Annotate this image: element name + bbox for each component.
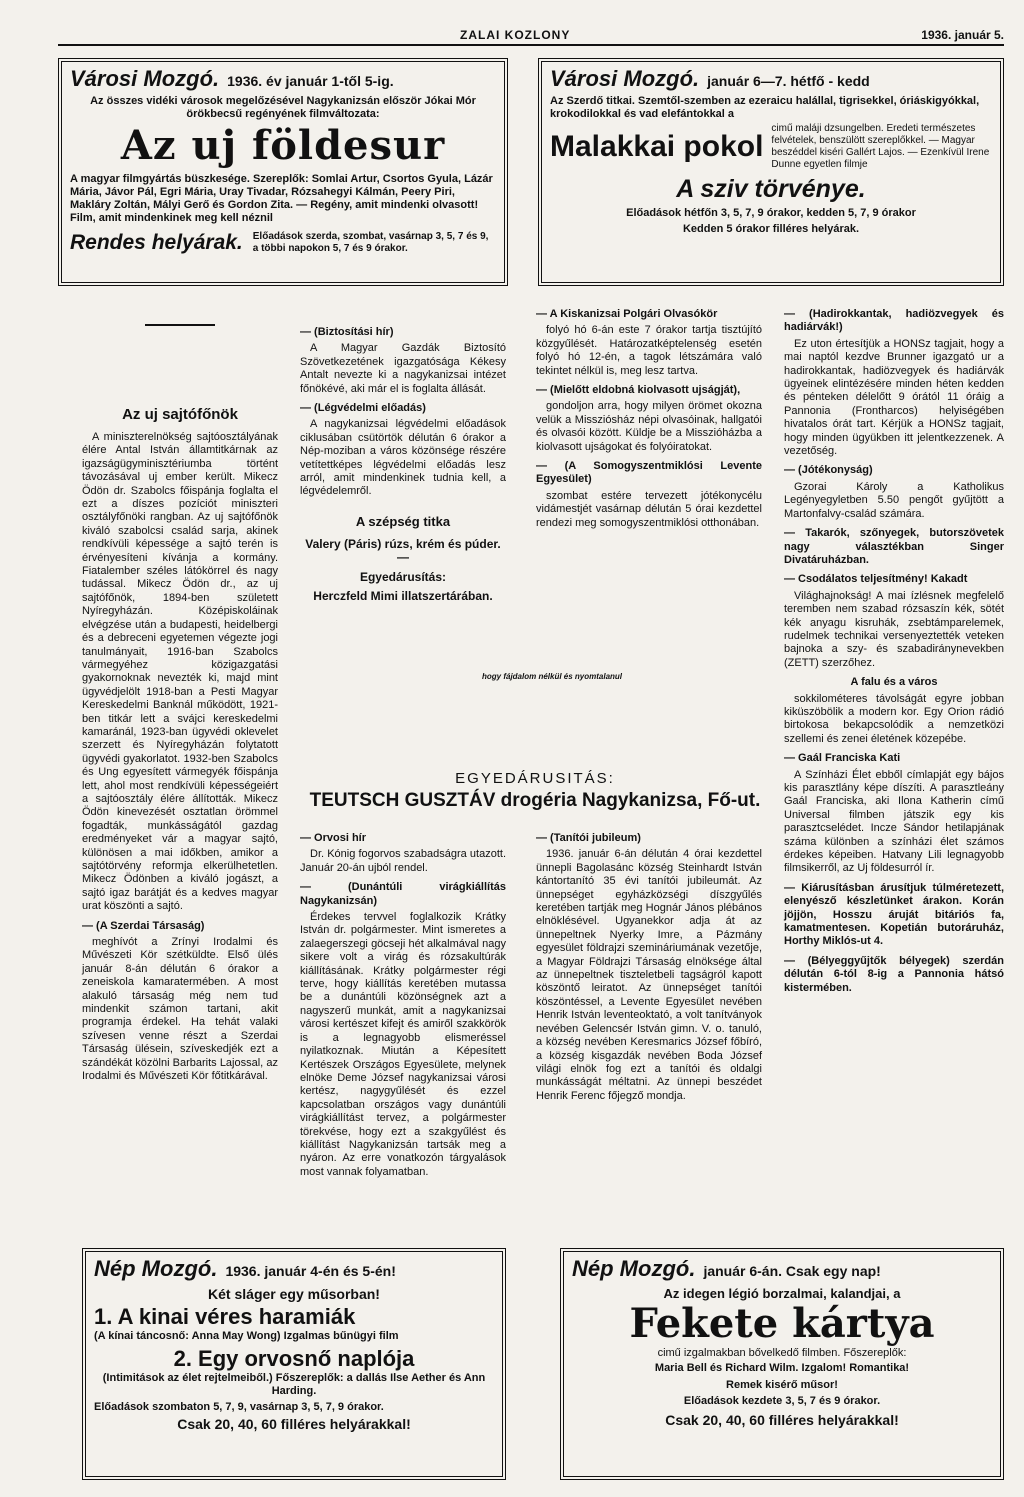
ad-intro: Az Szerdő titkai. Szemtől-szemben az ezeraicu halállal, tigrisekkel, óriáskigyókkal, krokodilokkal és vad elefántokkal a bbox=[550, 95, 980, 120]
column-3-bottom bbox=[536, 826, 762, 1236]
column-1 bbox=[82, 320, 278, 1083]
article-body: A miniszterelnökség sajtóosztályának élére Antal István államtitkárnak az igazságügyminisztériumba történt távozásával uj ember került. Mikecz Ödön dr. Szabolcs főispánja foglalta el ezt a díszes pozíciót miniszteri osztályfőnöki rangban. Az uj sajtófőnök kiváló szabolcsi család sarja, akinek rendkívüli képessége a sajtó terén is érvényesíteni kívánja a kormány. Fiatalember széles látókörrel és nagy tudással. Mikecz Ödön dr., az uj sajtófőnök, 1894-ben született Nyíregyházán. Középiskoláinak elvégzése után a budapesti, heidelbergi és a debreceni egyetemen végezte jogi tanulmányait, 1916-ban Szabolcs vármegyéhez közigazgatási gyakornoknak nevezték ki, majd mint ügyvédjelölt 1918-ban a Pesti Magyar Kereskedelmi Banknál működött, 1921-ben titkár lett a svájci kereskedelmi kamaránál, 1923-ban ügyvédi oklevelet szerzett és Nyíregyházán folytatott ügyvédi gyakorlatot. 1932-ben Szabolcs és Ung egyesített vármegyék főispánja lett, ahol most rendkívüli képességeiért a sajtóosztály élére állították. Mikecz Ödön kinevezését osztatlan örömmel fogadták, munkásságától gazdag eredményeket vár a magyar sajtó, különösen a mai időkben, amikor a sajtótörvény reformja elkerülhetetlen. Mikecz Ödönben a kiváló jogászt, a sajtó igaz barátját és a kedves magyar urat köszönti a sajtó. bbox=[82, 431, 278, 913]
ad-film-note: (A kínai táncosnő: Anna May Wong) Izgalmas bűnügyi film bbox=[94, 1330, 399, 1342]
ad-exclusive-name: TEUTSCH GUSZTÁV drogéria Nagykanizsa, Fő-ut. bbox=[309, 790, 761, 811]
article-heading: — (Légvédelmi előadás) bbox=[300, 402, 426, 415]
article-body: sokkilométeres távolságát egyre jobban kiküszöbölik a modern kor. Egy Orion rádió birtokosa bekapcsolódik a nemzetközi szellemi és zenei életének közepébe. bbox=[784, 692, 1004, 745]
article-body: A Magyar Gazdák Biztosító Szövetkezetének igazgatósága Kékesy Antalt nevezte ki a nagykanizsai intézet főnökévé, aki már el is foglalta állását. bbox=[300, 342, 506, 395]
ad-showtimes: Előadások kezdete 3, 5, 7 és 9 órakor. bbox=[683, 1395, 881, 1407]
column-rule bbox=[145, 324, 215, 326]
article-body: Gzorai Károly a Katholikus Legényegyletben 5.50 pengőt gyűjtött a Martonfalvy-család számára. bbox=[784, 480, 1004, 520]
article-body: Ez uton értesítjük a HONSz tagjait, hogy a mai naptól kezdve Brunner igazgató ur a hadirokkantak, hadiözvegyek és hadiárvák ügyeinek elintézésére minden héten kedden és pénteken délelőtt 9 órától 11 óráig a Pannonia (Frontharcos) helyiségében hivatalos órát tart. Kérjük a HONSz tagjait, hogy minden ügyükben itt jelentkezzenek. A vezetőség. bbox=[784, 337, 1004, 458]
article-heading: — A Kiskanizsai Polgári Olvasókör bbox=[536, 308, 718, 320]
issue-date: 1936. január 5. bbox=[921, 28, 1004, 42]
ad-cast: A magyar filmgyártás büszkesége. Szereplők: Somlai Artur, Csortos Gyula, Lázár Mária, Jávor Pál, Egri Mária, Uray Tivadar, Rózsahegyi Kálmán, Peery Piri, Makláry Zoltán, Mályi Gerő és Gordon Zita. — Regény, amit mindenki olvasott! Film, amit mindenkinek meg kell néznil bbox=[70, 173, 493, 224]
article-heading: — (A Somogyszentmiklósi Levente Egyesület) bbox=[536, 460, 762, 486]
ad-cast: Maria Bell és Richard Wilm. Izgalom! Romantika! bbox=[654, 1362, 910, 1374]
ad-cinema-name: Nép Mozgó. bbox=[572, 1256, 696, 1281]
ad-varosi-mozgo-2 bbox=[538, 58, 1004, 286]
page-header bbox=[60, 28, 1004, 42]
article-title: Az uj sajtófőnök bbox=[122, 406, 238, 423]
ad-intro: Az összes vidéki városok megelőzésével Nagykanizsán először Jókai Mór örökbecsű regényének filmváltozata: bbox=[90, 95, 476, 120]
ad-exclusive-label: EGYEDÁRUSITÁS: bbox=[455, 770, 615, 787]
article-body: 1936. január 6-án délután 4 órai kezdettel ünnepli Bagolasánc község Steinhardt István kántortanító 35 évi tanítói jubileumát. Az ünnepséget egyházközségi díszgyűlés keretében tartják meg Hognár János plébános elnöklésével. Ugyanekkor adja át az ünnepeltnek Nyerky Imre, a Pázmány egyesület földrajzi szemináriumának vezetője, a Magyar Földrajzi Társaság elnöksége által az ünnepeltnek tiszteletbeli tagságról kapott köszöntő leiratot. Az ünnepséget tanítói köszöntéssel, a Levente Egyesület nevében Henrik István leventeoktató, a volt tanítványok nevében Gelencsér István gimn. V. o. tanuló, a község nevében Keresmarics József főbíró, a község kisgazdák nevében Boda József világi elnök fog ezt a tanítói és oldalgi munkásságát méltatni. Az ünnepi beszédet Henrik Ferenc főjegző mondja. bbox=[536, 848, 762, 1102]
article-heading: — (Tanítói jubileum) bbox=[536, 832, 641, 844]
article-heading: — (Hadirokkantak, hadiözvegyek és hadiárvák!) bbox=[784, 308, 1004, 334]
article-body: gondoljon arra, hogy milyen örömet okozna velük a Missziósház népi olvasóinak, hallgatói és olvasói között. Küldje be a Misszióházba a kiolvasott ujságokat és folyóiratokat. bbox=[536, 400, 762, 453]
ad-line: Az idegen légió borzalmai, kalandjai, a bbox=[663, 1286, 901, 1301]
column-2-top bbox=[300, 320, 506, 620]
ad-nep-mozgo-2 bbox=[560, 1248, 1004, 1480]
ad-text: — Kiárusításban árusítjuk túlméretezett, elenyésző készletünket árakon. Korán jöjjön, Hosszu áruját bitáriós fa, kamatmentesen. Kopetián butoráruház, Horthy Miklós-ut 4. bbox=[784, 881, 1004, 948]
ad-dates: 1936. év január 1-től 5-ig. bbox=[227, 73, 394, 89]
article-heading: A falu és a város bbox=[850, 676, 938, 689]
ad-text: — (Bélyeggyűjtők bélyegek) szerdán délután 6-tól 8-ig a Pannonia hátsó kistermében. bbox=[784, 954, 1004, 994]
ad-dates: január 6-án. Csak egy nap! bbox=[703, 1263, 881, 1279]
ad-film-title: Az uj földesur bbox=[120, 122, 446, 169]
ad-cinema-name: Nép Mozgó. bbox=[94, 1256, 218, 1281]
ad-varosi-mozgo-1 bbox=[58, 58, 508, 286]
article-body: szombat estére tervezett jótékonycélu vidámestjét vasárnap délután 5 órai kezdettel rendezi meg somogyszentmiklósi otthonában. bbox=[536, 489, 762, 529]
ad-price-note: Kedden 5 órakor filléres helyárak. bbox=[682, 223, 860, 235]
column-4 bbox=[784, 302, 1004, 1234]
ad-cinema-name: Városi Mozgó. bbox=[70, 66, 220, 91]
ad-text: Herczfeld Mimi illatszertárában. bbox=[313, 589, 493, 604]
ad-film-title: 1. A kinai véres haramiák bbox=[94, 1304, 356, 1329]
article-heading: — (Jótékonyság) bbox=[784, 464, 873, 477]
ad-showtimes: Előadások hétfőn 3, 5, 7, 9 órakor, kedden 5, 7, 9 órakor bbox=[626, 207, 916, 219]
article-body: Dr. Kónig fogorvos szabadságra utazott. Január 20-án ujból rendel. bbox=[300, 848, 506, 874]
newspaper-name: ZALAI KOZLONY bbox=[460, 28, 571, 42]
ad-film-note-2: (Intimitások az élet rejtelmeiből.) Főszereplők: a dallás Ilse Aether és Ann Harding. bbox=[102, 1372, 486, 1397]
article-heading: — (Biztosítási hír) bbox=[300, 326, 394, 338]
ad-fragment: hogy fájdalom nélkül és nyomtalanul bbox=[482, 672, 623, 681]
article-body: folyó hó 6-án este 7 órakor tartja tisztújító közgyűlését. Határozatképtelenség esetén folyó hó 12-én, a tagok létszámára való tekintet nélkül is, meg lesz tartva. bbox=[536, 324, 762, 377]
article-heading: — Orvosi hír bbox=[300, 832, 367, 844]
ad-film-title-2: 2. Egy orvosnő naplója bbox=[173, 1346, 415, 1371]
ad-line: Remek kisérő műsor! bbox=[726, 1379, 838, 1391]
article-heading: — (Dunántúli virágkiállítás Nagykanizsán) bbox=[300, 881, 506, 907]
article-body: A nagykanizsai légvédelmi előadások ciklusában csütörtök délután 6 órakor a Nép-moziban a város közönsége részére vetítettképes légvédelmi előadás lesz arról, amit mindenkinek tudnia kell, a légvédelemről. bbox=[300, 418, 506, 498]
ad-text: Egyedárusítás: bbox=[359, 569, 447, 584]
ad-line: cimű izgalmakban bővelkedő filmben. Főszereplők: bbox=[657, 1347, 907, 1359]
ad-showtimes: Előadások szombaton 5, 7, 9, vasárnap 3, 5, 7, 9 órakor. bbox=[94, 1401, 384, 1413]
article-heading: — Csodálatos teljesítmény! Kakadt bbox=[784, 573, 968, 586]
ad-line: Két sláger egy műsorban! bbox=[208, 1286, 380, 1302]
article-heading: — Gaál Franciska Kati bbox=[784, 752, 901, 765]
article-body: meghívót a Zrínyi Irodalmi és Művészeti Kör szétküldte. Első ülés január 8-án délután 6 órakor a zeneiskola kamaratermében. A most alakuló társaság még nem tud mindenkit számon tartani, akit programja érdekel. Ha tehát valaki szívesen venne részt a Szerdai Társaság ülésein, szíveskedjék ezt a szándékát közölni Barbarits Lajossal, az Irodalmi és Művészeti Kör főtitkárával. bbox=[82, 936, 278, 1083]
ad-price-note: Csak 20, 40, 60 filléres helyárakkal! bbox=[665, 1412, 899, 1428]
ad-nep-mozgo-1 bbox=[82, 1248, 506, 1480]
ad-showtimes: Előadások szerda, szombat, vasárnap 3, 5, 7 és 9, a többi napokon 5, 7 és 9 órakor. bbox=[252, 231, 489, 254]
column-2-bottom bbox=[300, 826, 506, 1236]
ad-heading: A szépség titka bbox=[355, 513, 451, 529]
ad-film-title-2: A sziv törvénye. bbox=[676, 175, 866, 203]
article-body: Érdekes tervvel foglalkozik Krátky István dr. polgármester. Mint ismeretes a zalaegerszegi göcseji hét alkalmával nagy sikere volt a virág és rózsakultúrák kiállításának. Krátky polgármester régi terve, hogy kiállítás keretében mutassa be a dunántúli közönségnek azt a nagyszerű munkát, amit a nagykanizsai városi kertészet kifejt és amiről szakkörök is a legnagyobb elismeréssel nyilatkoznak. Miután a Képesített Kertészek Országos Egyesülete, melynek elnöke Deme József nagykanizsai városi kertész, nagygyűlését és ezzel kapcsolatban országos vagy dunántúli virágkiállítást tervez, a polgármester törekvése, hogy ezt a szakgyűlést és kiállítást Nagykanizsán tartsák meg a nyáron. Az erre vonatkozón tárgyalások most vannak folyamatban. bbox=[300, 911, 506, 1178]
ad-film-title: Fekete kártya bbox=[629, 1300, 935, 1347]
article-heading: — (A Szerdai Társaság) bbox=[82, 919, 205, 932]
column-3-top bbox=[536, 302, 762, 602]
ad-film-title: Malakkai pokol bbox=[550, 130, 764, 163]
ad-film-note: cimű maláji dzsungelben. Eredeti természetes felvételek, benszülött szereplőkkel. — Magyar beszéddel kiséri Gallért Lajos. — Ezenkívül Irene Dunne egyetlen filmje bbox=[771, 123, 990, 170]
header-rule bbox=[58, 44, 1004, 46]
ad-text: — Takarók, szőnyegek, butorszövetek nagy választékban Singer Divatáruházban. bbox=[784, 527, 1004, 566]
article-body: A Színházi Élet ebből címlapját egy bájos kis parasztlány képe díszíti. A parasztleány Gaál Franciska, aki Ilona Katherin című Universal filmben játszik egy kis parasztcselédet. Incze Sándor hetilapjának száma különben a színházi élet számos érdekes képeiben. Hatvany Lili legnagyobb filmsikerről, az Uj földesurról ír. bbox=[784, 768, 1004, 875]
ad-cinema-name: Városi Mozgó. bbox=[550, 66, 700, 91]
article-heading: — (Mielőtt eldobná kiolvasott ujságját), bbox=[536, 384, 741, 397]
ad-dates: január 6—7. hétfő - kedd bbox=[707, 73, 870, 89]
article-body: Világhajnokság! A mai ízlésnek megfelelő teremben nem szabad rózsaszín kék, sötét kék anyagu kisruhák, zsebtámparelemek, rudelmek technikai versenyeztették veteken bajnoka a szy- és szabadiránynevekben (ZETT) szerzőhez. bbox=[784, 589, 1004, 669]
ad-dates: 1936. január 4-én és 5-én! bbox=[225, 1263, 396, 1279]
ad-price-note: Csak 20, 40, 60 filléres helyárakkal! bbox=[177, 1416, 411, 1432]
ad-price-note: Rendes helyárak. bbox=[70, 231, 243, 254]
ad-text: Valery (Páris) rúzs, krém és púder. — bbox=[305, 536, 501, 565]
